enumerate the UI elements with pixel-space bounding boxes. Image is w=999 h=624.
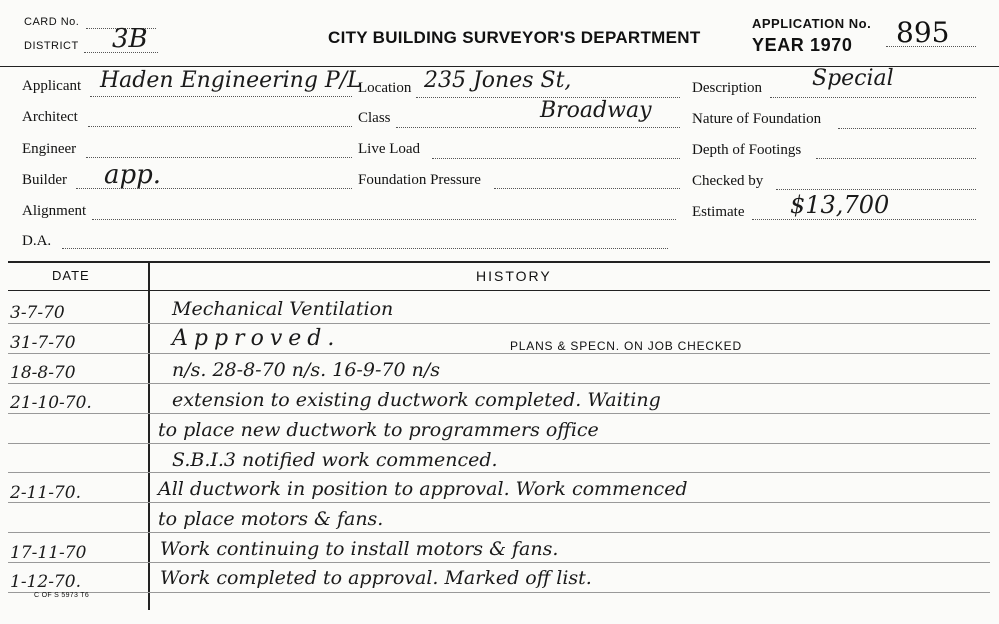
architect-line — [88, 126, 352, 127]
estimate-line — [752, 219, 976, 220]
location-label: Location — [358, 80, 412, 96]
da-label: D.A. — [22, 233, 52, 249]
rule-line — [8, 562, 990, 563]
application-no-line — [886, 46, 976, 47]
checked-label: Checked by — [692, 173, 764, 189]
entry-text: Approved. — [172, 326, 341, 351]
rule-line — [8, 413, 990, 414]
district-label: DISTRICT — [24, 40, 79, 52]
checked-line — [776, 189, 976, 190]
card-no-label: CARD No. — [24, 16, 80, 28]
entry-text: Work completed to approval. Marked off list. — [160, 567, 592, 589]
table-header-rule — [8, 290, 990, 291]
rule-line — [8, 323, 990, 324]
description-value: Special — [812, 66, 894, 91]
table-column-divider — [148, 262, 150, 610]
entry-date: 31-7-70 — [10, 333, 76, 353]
alignment-label: Alignment — [22, 203, 87, 219]
entry-text: Work continuing to install motors & fans. — [160, 538, 559, 560]
class-label: Class — [358, 110, 391, 126]
history-header: HISTORY — [476, 268, 552, 284]
builder-line — [76, 188, 352, 189]
entry-text: n/s. 28-8-70 n/s. 16-9-70 n/s — [172, 359, 440, 381]
builder-value: app. — [104, 160, 162, 190]
entry-date: 2-11-70. — [10, 483, 81, 503]
da-line — [62, 248, 668, 249]
engineer-line — [86, 157, 352, 158]
applicant-value: Haden Engineering P/L — [100, 68, 362, 93]
description-line — [770, 97, 976, 98]
entry-date: 3-7-70 — [10, 303, 65, 323]
description-label: Description — [692, 80, 762, 96]
rule-line — [8, 592, 990, 593]
rule-line — [8, 443, 990, 444]
foundation-pressure-label: Foundation Pressure — [358, 172, 481, 188]
liveload-label: Live Load — [358, 141, 421, 157]
nature-line — [838, 128, 976, 129]
alignment-line — [92, 219, 676, 220]
class-line — [396, 127, 680, 128]
entry-text: S.B.I.3 notified work commenced. — [172, 449, 498, 471]
entry-text: to place new ductwork to programmers office — [158, 419, 599, 441]
district-line — [84, 52, 158, 53]
builder-label: Builder — [22, 172, 67, 188]
applicant-label: Applicant — [22, 78, 82, 94]
application-no-label: APPLICATION No. — [752, 16, 872, 31]
applicant-line — [90, 96, 352, 97]
entry-text: All ductwork in position to approval. Work commenced — [158, 478, 688, 500]
entry-date: 21-10-70. — [10, 393, 92, 413]
rule-line — [8, 502, 990, 503]
depth-label: Depth of Footings — [692, 142, 802, 158]
rule-line — [8, 353, 990, 354]
location-value-1: 235 Jones St, — [424, 68, 572, 93]
rule-line — [8, 472, 990, 473]
year-label: YEAR 1970 — [752, 35, 853, 55]
estimate-value: $13,700 — [790, 191, 890, 219]
date-header: DATE — [52, 268, 90, 283]
department-title: CITY BUILDING SURVEYOR'S DEPARTMENT — [328, 28, 701, 47]
entry-text: extension to existing ductwork completed. Waiting — [172, 389, 661, 411]
location-value-2: Broadway — [540, 98, 652, 123]
plans-checked-stamp: PLANS & SPECN. ON JOB CHECKED — [510, 339, 742, 353]
entry-date: 18-8-70 — [10, 363, 76, 383]
entry-text: to place motors & fans. — [158, 508, 384, 530]
entry-text: Mechanical Ventilation — [172, 298, 394, 320]
entry-date: 17-11-70 — [10, 543, 87, 563]
district-value: 3B — [112, 24, 148, 54]
foundation-pressure-line — [494, 188, 680, 189]
form-code: C OF S 5973 T6 — [34, 592, 90, 599]
engineer-label: Engineer — [22, 141, 77, 157]
table-top-rule — [8, 261, 990, 263]
liveload-line — [432, 158, 680, 159]
nature-label: Nature of Foundation — [692, 111, 822, 127]
architect-label: Architect — [22, 109, 78, 125]
estimate-label: Estimate — [692, 204, 745, 220]
depth-line — [816, 158, 976, 159]
rule-line — [8, 383, 990, 384]
entry-date: 1-12-70. — [10, 572, 81, 592]
application-no-value: 895 — [896, 16, 950, 49]
rule-line — [8, 532, 990, 533]
